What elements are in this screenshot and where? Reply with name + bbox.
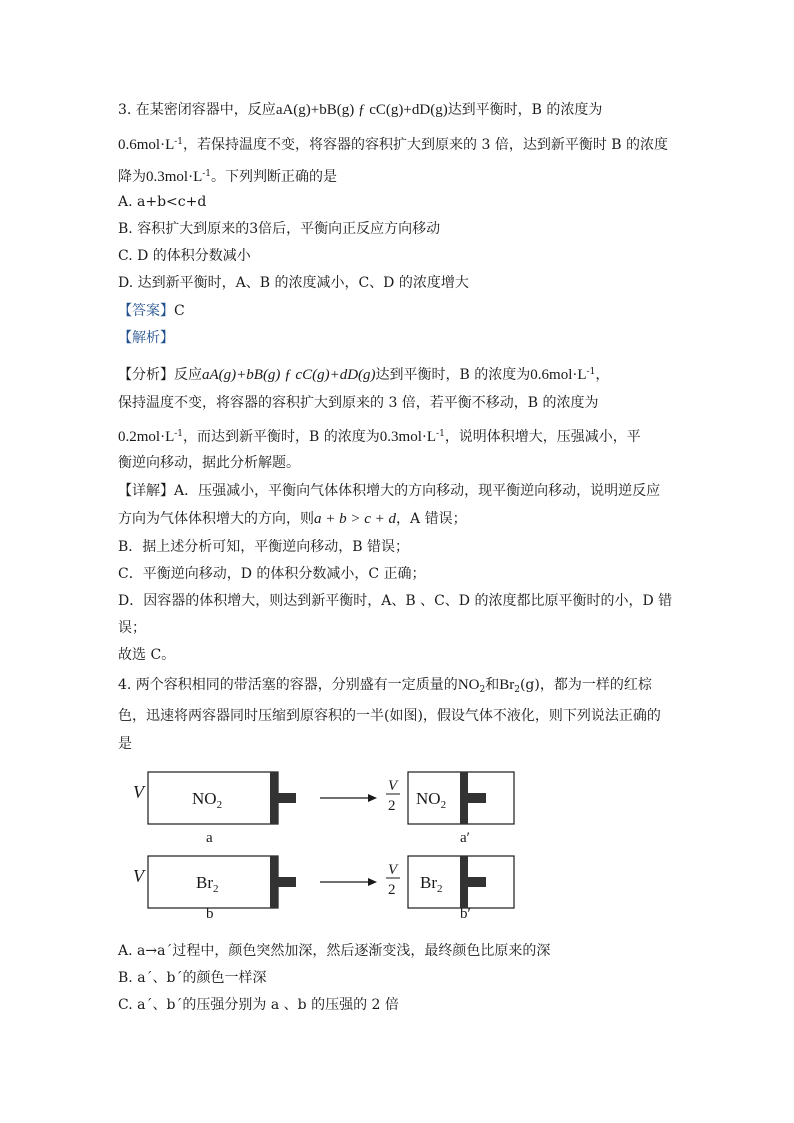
detail-text-1: A．压强减小，平衡向气体体积增大的方向移动，现平衡逆向移动，说明逆反应: [174, 483, 661, 499]
piston-rod-a: [278, 793, 296, 803]
q3-option-b: B. 容积扩大到原来的3倍后，平衡向正反应方向移动: [118, 221, 441, 237]
answer-value: C: [174, 303, 185, 319]
caption-a: a: [206, 830, 213, 846]
q3-stem-text-5: 。下列判断正确的是: [211, 169, 338, 185]
q4-stem-text: 4. 两个容积相同的带活塞的容器，分别盛有一定质量的: [118, 677, 458, 693]
q3-conc-1: 0.6mol·L: [118, 137, 175, 153]
caption-b2: b′: [460, 906, 471, 920]
fenxi-line-4: 衡逆向移动，据此分析解题。: [118, 455, 300, 471]
label-v-a: V: [133, 782, 144, 802]
gas-a2: $NO_2$: [416, 789, 447, 811]
q3-stem-line-2: [118, 132, 678, 155]
q3-option-c: C. D 的体积分数减小: [118, 248, 251, 264]
half-num-a: V: [388, 778, 398, 794]
q3-reaction: aA(g)+bB(g) ƒ cC(g)+dD(g): [275, 102, 448, 118]
fenxi-text: 反应: [174, 367, 202, 383]
q4-stem-line-2: 色，迅速将两容器同时压缩到原容积的一半(如图)，假设气体不液化，则下列说法正确的: [118, 708, 661, 724]
detail-line-1: [118, 481, 678, 501]
q3-sup-2: -1: [202, 169, 212, 179]
fenxi-sup-2: -1: [174, 429, 184, 439]
q4-option-b: B. a´、b´的颜色一样深: [118, 970, 267, 986]
q3-option-d: D. 达到新平衡时，A、B 的浓度减小，C、D 的浓度增大: [118, 275, 469, 291]
detail-line-5: D．因容器的体积增大，则达到新平衡时，A、B 、C、D 的浓度都比原平衡时的小，D 错: [118, 593, 673, 609]
fenxi-conc-2: 0.2mol·L: [118, 429, 175, 445]
detail-line-2: [118, 509, 678, 529]
q3-sup-1: -1: [174, 137, 184, 147]
fenxi-text-4: ，说明体积增大，压强减小，平: [444, 429, 641, 445]
q3-stem-line-1: [118, 100, 678, 120]
q3-stem-text-3: ，若保持温度不变，将容器的容积扩大到原来的 3 倍，达到新平衡时 B 的浓度: [183, 137, 669, 153]
fenxi-line-3: [118, 424, 678, 447]
detail-line-6: 误；: [118, 620, 146, 636]
q3-option-a: A. a+b<c+d: [118, 194, 207, 210]
detail-inequality: a + b > c + d: [314, 511, 397, 527]
fenxi-sup-1: -1: [586, 367, 596, 377]
q4-and: 和: [485, 677, 500, 693]
piston-a2: [460, 772, 468, 824]
piston-b2: [460, 856, 468, 908]
q3-stem-text-2: 达到平衡时，B 的浓度为: [447, 102, 603, 118]
q4-no2-sub: 2: [479, 685, 486, 695]
detail-line-4: C．平衡逆向移动，D 的体积分数减小，C 正确；: [118, 566, 426, 582]
fenxi-text-3: ，而达到新平衡时，B 的浓度为: [183, 429, 380, 445]
piston-rod-a2: [468, 793, 486, 803]
q3-stem-text: 3. 在某密闭容器中，反应: [118, 102, 276, 118]
piston-b: [270, 856, 278, 908]
fenxi-reaction: aA(g)+bB(g) ƒ cC(g)+dD(g): [202, 367, 376, 383]
detail-line-3: B．据上述分析可知，平衡逆向移动，B 错误；: [118, 539, 410, 555]
analysis-tag: 【解析】: [118, 330, 174, 346]
detail-text-2: 方向为气体体积增大的方向，则: [118, 511, 314, 527]
gas-b: $Br_2$: [196, 873, 219, 895]
half-den-b: 2: [388, 882, 396, 898]
detail-tag: 【详解】: [118, 483, 174, 499]
detail-text-2b: ，A 错误；: [396, 511, 467, 527]
q4-option-a: A. a→a´过程中，颜色突然加深，然后逐渐变浅，最终颜色比原来的深: [118, 943, 551, 959]
fenxi-line-2: 保持温度不变，将容器的容积扩大到原来的 3 倍，若平衡不移动，B 的浓度为: [118, 395, 599, 411]
q4-stem-text-2: (g)，都为一样的红棕: [519, 677, 652, 693]
q3-stem-line-3: [118, 164, 678, 187]
arrow-a-head: [368, 794, 377, 802]
fenxi-conc-3: 0.3mol·L: [379, 429, 437, 445]
piston-diagram: [130, 760, 530, 920]
container-b: [148, 856, 278, 908]
fenxi-conc-1: 0.6mol·L: [530, 367, 587, 383]
conclusion: 故选 C。: [118, 647, 176, 663]
q3-answer-line: [118, 301, 678, 321]
q4-br2: Br: [499, 677, 515, 693]
caption-b: b: [206, 906, 214, 920]
piston-rod-b2: [468, 877, 486, 887]
q4-stem-line-1: [118, 675, 678, 700]
fenxi-sup-3: -1: [436, 429, 445, 439]
q4-option-c: C. a´、b´的压强分别为 a 、b 的压强的 2 倍: [118, 997, 399, 1013]
fenxi-line-1: [118, 362, 678, 385]
answer-tag: 【答案】: [118, 303, 174, 319]
piston-a: [270, 772, 278, 824]
fenxi-text-2: 达到平衡时，B 的浓度为: [375, 367, 531, 383]
gas-b2: $Br_2$: [420, 873, 443, 895]
piston-rod-b: [278, 877, 296, 887]
caption-a2: a′: [460, 830, 470, 846]
half-den-a: 2: [388, 798, 396, 814]
q4-br2-sub: 2: [514, 685, 520, 695]
label-v-b: V: [133, 866, 144, 886]
piston-figure: [130, 760, 530, 920]
q4-no2: NO: [457, 677, 480, 693]
q3-conc-2: 0.3mol·L: [146, 169, 203, 185]
arrow-b-head: [368, 878, 377, 886]
half-num-b: V: [388, 862, 398, 878]
fenxi-comma: ，: [595, 367, 610, 383]
q4-stem-line-3: 是: [118, 736, 132, 752]
q3-stem-text-4: 降为: [118, 169, 146, 185]
fenxi-tag: 【分析】: [118, 367, 174, 383]
gas-a: $NO_2$: [192, 789, 223, 811]
